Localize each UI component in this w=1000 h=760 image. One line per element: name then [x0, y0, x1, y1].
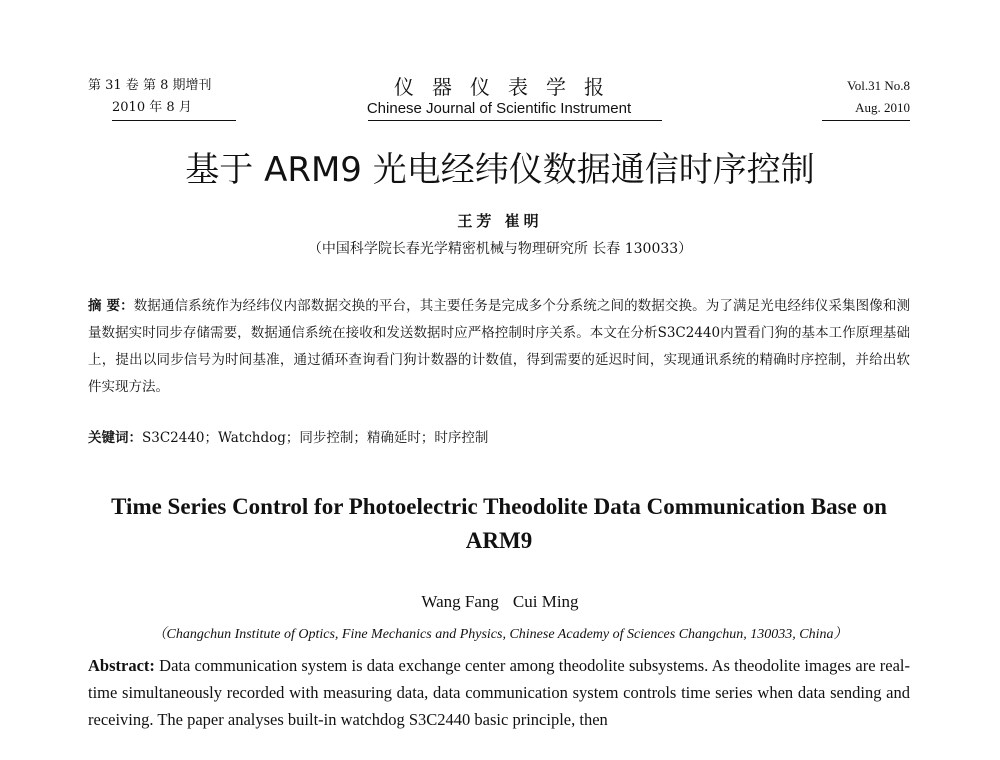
abstract-en-label: Abstract:: [88, 656, 155, 675]
header-rule-left: [112, 120, 236, 121]
journal-name-en: Chinese Journal of Scientific Instrument: [366, 100, 632, 117]
journal-name: [88, 75, 910, 119]
abstract-cn-label: 摘 要：: [88, 298, 134, 314]
journal-header: [88, 75, 910, 123]
paper-title-cn: 基于 ARM9 光电经纬仪数据通信时序控制: [185, 150, 815, 190]
volume-number-en: Vol.31 No.8: [847, 78, 910, 93]
abstract-en-text: Data communication system is data exchange center among theodolite subsystems. As theodolite images are real-time simultaneously recorded with measuring data, data communication system controls time series when data sending and receiving. The paper analyses built-in watchdog S3C2440 basic principle, then: [88, 656, 911, 729]
paper-title-en: Time Series Control for Photoelectric Theodolite Data Communication Base on ARM9: [111, 494, 887, 553]
header-rule-center: [368, 120, 662, 121]
journal-name-cn: 仪器仪表学报: [394, 75, 622, 99]
keywords-cn-label: 关键词：: [88, 430, 142, 446]
volume-info-en: [847, 75, 910, 119]
keywords-cn-text: S3C2440；Watchdog；同步控制；精确延时；时序控制: [142, 430, 489, 446]
header-rule-right: [822, 120, 910, 121]
abstract-en: [88, 652, 910, 733]
author-2-en: Cui Ming: [512, 592, 579, 611]
abstract-cn-text: 数据通信系统作为经纬仪内部数据交换的平台，其主要任务是完成多个分系统之间的数据交换。为了满足光电经纬仪采集图像和测量数据实时同步存储需要，数据通信系统在接收和发送数据时应严格控制时序关系。本文在分析S3C2440内置看门狗的基本工作原理基础上，提出以同步信号为时间基准，通过循环查询看门狗计数器的计数值，得到需要的延迟时间，实现通讯系统的精确时序控制，并给出软件实现方法。: [88, 298, 910, 395]
affiliation-cn: （中国科学院长春光学精密机械与物理研究所 长春 130033）: [307, 241, 693, 257]
author-1-en: Wang Fang: [421, 592, 499, 611]
volume-issue: 第 31 卷 第 8 期增刊: [88, 78, 212, 93]
authors-en: [0, 592, 1000, 612]
publication-date-cn: 2010 年 8 月: [112, 100, 192, 115]
authors-cn: 王芳 崔明: [457, 212, 543, 230]
affiliation-en: （Changchun Institute of Optics, Fine Mechanics and Physics, Chinese Academy of Sciences Changchun, 130033, China）: [152, 627, 848, 642]
keywords-cn: [88, 428, 910, 448]
abstract-cn: [88, 293, 910, 401]
publication-date-en: Aug. 2010: [855, 100, 910, 115]
